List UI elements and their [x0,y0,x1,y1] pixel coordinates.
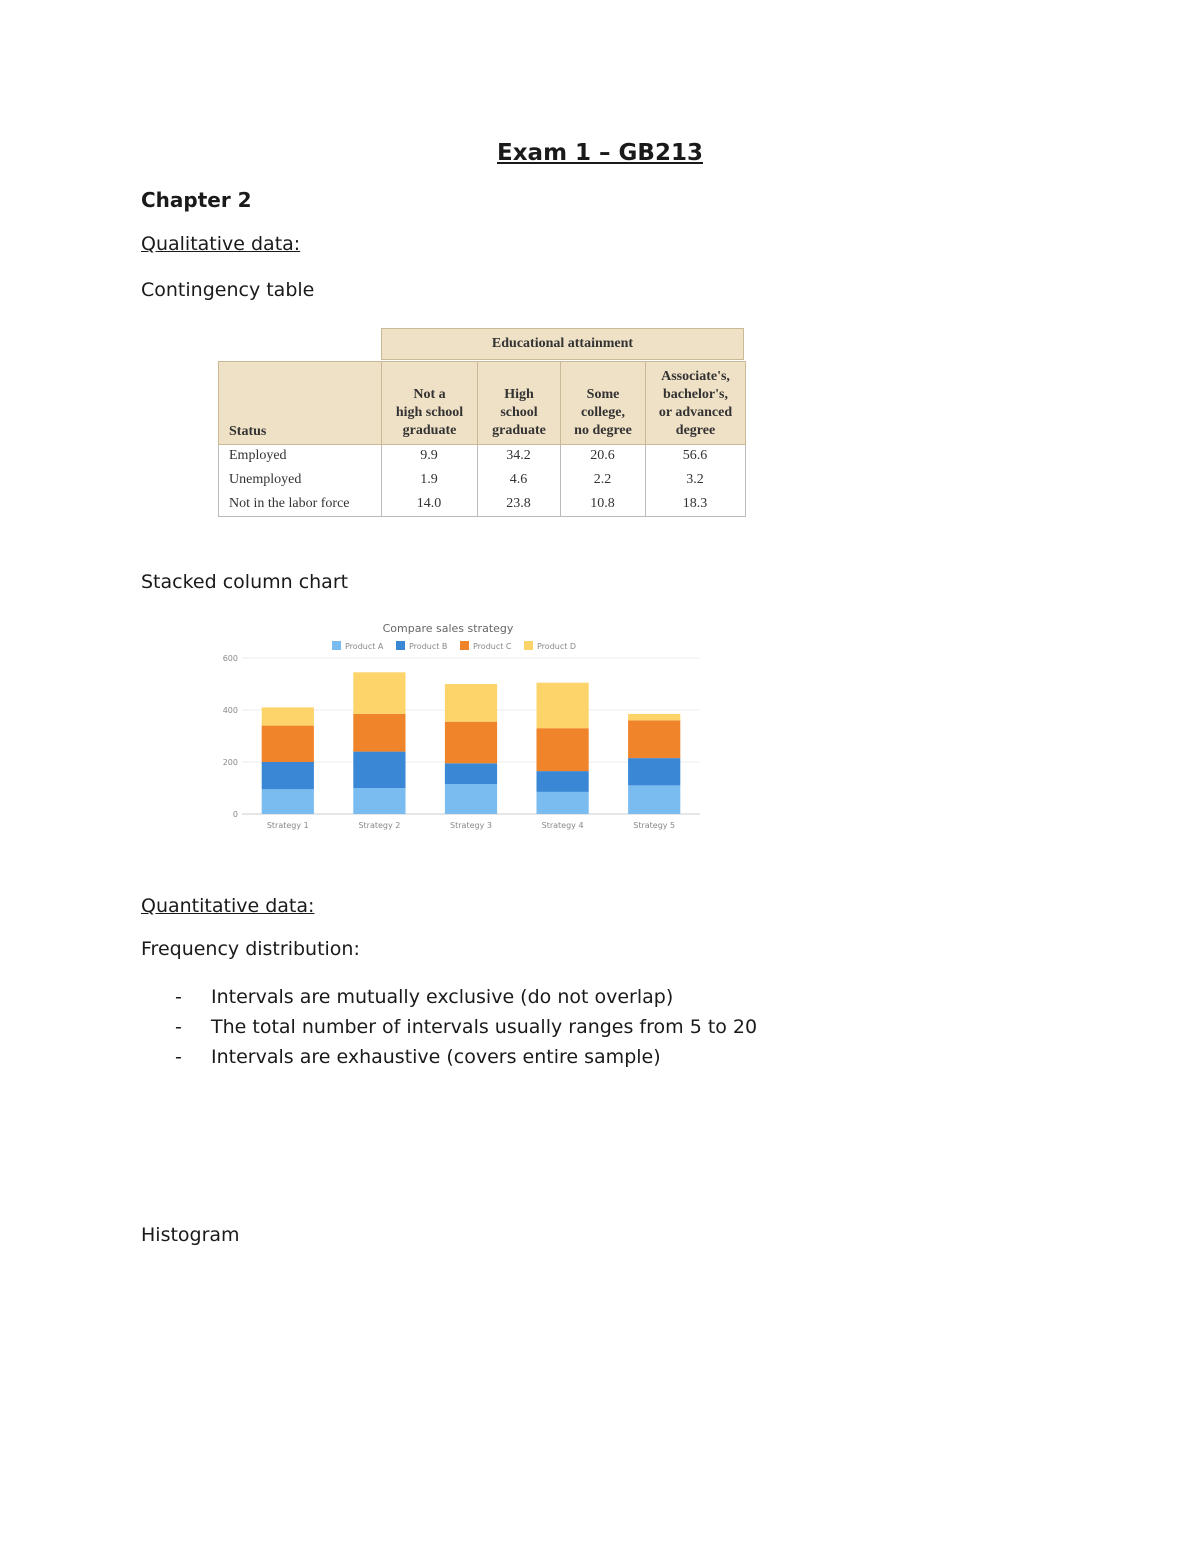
document-title [0,140,1200,166]
legend-swatch [332,641,341,650]
bar-segment [353,788,405,814]
bar-segment [445,722,497,764]
bar-segment [536,683,588,729]
table-cell: 10.8 [590,496,615,511]
frequency-label: Frequency distribution: [141,938,360,960]
header-line: college, [581,405,625,420]
bar-segment [628,785,680,814]
table-cell: 56.6 [682,448,708,463]
header-line: graduate [492,423,546,438]
bullet-marker: - [175,1046,182,1068]
header-line: degree [675,423,716,438]
column-header [560,362,645,444]
header-line: no degree [574,423,632,438]
table-cell: 9.9 [420,448,438,463]
contingency-label: Contingency table [141,279,315,301]
table-cell: 20.6 [590,448,615,463]
bar-segment [445,763,497,784]
legend-swatch [524,641,533,650]
bar-segment [445,684,497,722]
chapter-heading: Chapter 2 [141,188,252,212]
header-line: Not a [413,387,446,402]
list-item [175,1012,757,1042]
table-body [218,445,746,517]
table-cell: 23.8 [506,496,531,511]
header-line: school [500,405,538,420]
column-header-row [218,361,746,445]
document-title-text: Exam 1 – GB213 [497,140,703,166]
bar-segment [536,792,588,814]
x-tick-label: Strategy 5 [633,821,676,830]
header-line: Associate's, [661,369,730,384]
bar-segment [353,714,405,752]
row-label: Unemployed [229,472,302,487]
table-cell: 2.2 [593,472,612,487]
bar-segment [628,720,680,758]
legend-swatch [460,641,469,650]
column-header [645,362,745,444]
histogram-label: Histogram [141,1224,240,1246]
table-cell: 1.9 [420,472,438,487]
legend-label: Product D [537,642,577,651]
bar-segment [628,714,680,721]
legend-label: Product B [409,642,448,651]
column-header [477,362,560,444]
bar-segment [353,672,405,714]
status-header: Status [229,424,267,439]
y-tick-label: 400 [222,706,238,715]
column-header [381,362,477,444]
bar-segment [445,784,497,814]
legend-label: Product A [345,642,384,651]
list-item [175,1042,757,1072]
bar-segment [262,789,314,814]
bar-segment [262,762,314,789]
qualitative-heading: Qualitative data: [141,233,301,255]
table-cell: 4.6 [509,472,528,487]
legend-swatch [396,641,405,650]
y-tick-label: 600 [222,654,238,663]
stacked-chart-label: Stacked column chart [141,571,349,593]
bar-segment [536,728,588,771]
bar-segment [262,726,314,762]
y-tick-label: 200 [222,758,238,767]
x-tick-label: Strategy 1 [266,821,309,830]
list-item-text: Intervals are mutually exclusive (do not overlap) [211,986,674,1008]
bullet-list [175,982,757,1072]
y-tick-label: 0 [232,810,238,819]
chart-svg [212,618,704,844]
table-cell: 14.0 [416,496,442,511]
table-row [219,493,745,517]
list-item-text: Intervals are exhaustive (covers entire sample) [211,1046,661,1068]
list-item [175,982,757,1012]
legend-label: Product C [473,642,512,651]
header-line: Some [586,387,620,402]
quantitative-heading: Quantitative data: [141,895,315,917]
table-cell: 34.2 [506,448,531,463]
table-cell: 18.3 [682,496,708,511]
table-cell: 3.2 [686,472,704,487]
row-label: Not in the labor force [229,496,350,511]
bullet-marker: - [175,986,182,1008]
bar-segment [262,707,314,725]
chart-title: Compare sales strategy [382,622,514,635]
x-tick-label: Strategy 4 [541,821,584,830]
header-line: or advanced [658,405,733,420]
bar-segment [628,758,680,785]
bar-segment [353,752,405,788]
x-tick-label: Strategy 2 [358,821,401,830]
header-line: high school [395,405,464,420]
bullet-marker: - [175,1016,182,1038]
x-tick-label: Strategy 3 [450,821,492,830]
list-item-text: The total number of intervals usually ranges from 5 to 20 [211,1016,758,1038]
group-header: Educational attainment [381,328,744,360]
header-line: bachelor's, [663,387,728,402]
row-label: Employed [229,448,287,463]
header-line: graduate [402,423,457,438]
table-row [219,445,745,469]
bar-segment [536,771,588,792]
stacked-column-chart [212,618,704,844]
header-line: High [504,387,534,402]
contingency-table [218,328,746,517]
table-row [219,469,745,493]
